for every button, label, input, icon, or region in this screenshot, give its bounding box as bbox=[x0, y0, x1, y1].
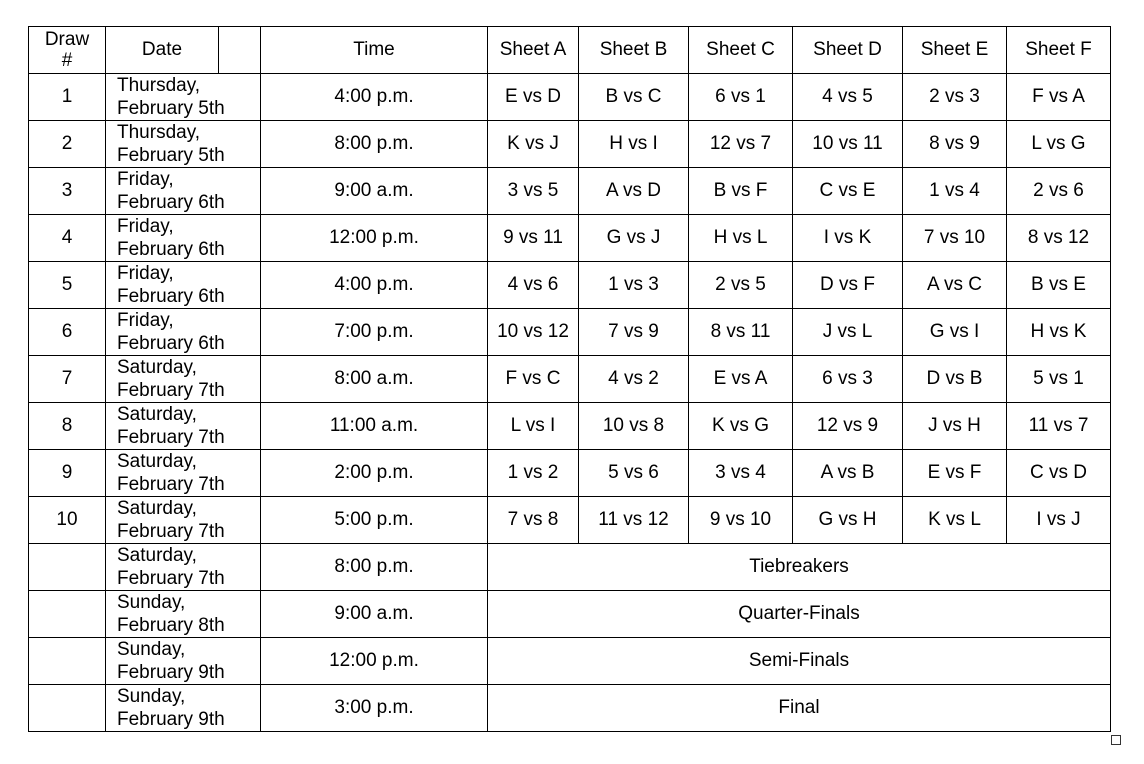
date-cell bbox=[106, 262, 261, 309]
header-time: Time bbox=[261, 27, 488, 74]
date-cell bbox=[106, 74, 261, 121]
date-day: Saturday, bbox=[117, 404, 197, 425]
date-cell bbox=[106, 309, 261, 356]
date-day: Friday, bbox=[117, 263, 174, 284]
game-sheet-c: E vs A bbox=[689, 356, 793, 403]
draw-number: 7 bbox=[29, 356, 106, 403]
date-day: Sunday, bbox=[117, 592, 186, 613]
game-sheet-d: D vs F bbox=[793, 262, 903, 309]
game-sheet-b: B vs C bbox=[579, 74, 689, 121]
draw-row bbox=[29, 309, 1111, 356]
game-sheet-a: 7 vs 8 bbox=[488, 497, 579, 544]
header-draw: Draw # bbox=[29, 27, 106, 74]
date-date: February 6th bbox=[117, 286, 225, 307]
game-sheet-c: H vs L bbox=[689, 215, 793, 262]
game-sheet-a: 4 vs 6 bbox=[488, 262, 579, 309]
game-sheet-d: 6 vs 3 bbox=[793, 356, 903, 403]
draw-row bbox=[29, 403, 1111, 450]
date-day: Friday, bbox=[117, 169, 174, 190]
date-date: February 5th bbox=[117, 98, 225, 119]
game-sheet-f: I vs J bbox=[1007, 497, 1111, 544]
game-sheet-a: F vs C bbox=[488, 356, 579, 403]
date-date: February 6th bbox=[117, 333, 225, 354]
game-sheet-a: 9 vs 11 bbox=[488, 215, 579, 262]
playoff-event: Final bbox=[488, 685, 1111, 732]
draw-row bbox=[29, 450, 1111, 497]
playoff-row bbox=[29, 685, 1111, 732]
date-day: Saturday, bbox=[117, 451, 197, 472]
game-sheet-f: B vs E bbox=[1007, 262, 1111, 309]
draw-number: 4 bbox=[29, 215, 106, 262]
playoff-row bbox=[29, 591, 1111, 638]
playoff-row bbox=[29, 544, 1111, 591]
header-sheet-e: Sheet E bbox=[903, 27, 1007, 74]
game-sheet-f: 2 vs 6 bbox=[1007, 168, 1111, 215]
playoff-event: Semi-Finals bbox=[488, 638, 1111, 685]
date-date: February 9th bbox=[117, 709, 225, 730]
playoff-row bbox=[29, 638, 1111, 685]
date-date: February 7th bbox=[117, 380, 225, 401]
date-day: Saturday, bbox=[117, 357, 197, 378]
game-sheet-e: A vs C bbox=[903, 262, 1007, 309]
game-sheet-b: 4 vs 2 bbox=[579, 356, 689, 403]
game-sheet-c: 6 vs 1 bbox=[689, 74, 793, 121]
header-sheet-d: Sheet D bbox=[793, 27, 903, 74]
draw-time: 4:00 p.m. bbox=[261, 262, 488, 309]
draw-number bbox=[29, 638, 106, 685]
game-sheet-b: 7 vs 9 bbox=[579, 309, 689, 356]
draw-time: 8:00 p.m. bbox=[261, 121, 488, 168]
draw-row bbox=[29, 215, 1111, 262]
draw-row bbox=[29, 356, 1111, 403]
playoff-event: Tiebreakers bbox=[488, 544, 1111, 591]
date-cell bbox=[106, 591, 261, 638]
game-sheet-b: 5 vs 6 bbox=[579, 450, 689, 497]
draw-time: 9:00 a.m. bbox=[261, 168, 488, 215]
draw-row bbox=[29, 121, 1111, 168]
game-sheet-d: 4 vs 5 bbox=[793, 74, 903, 121]
draw-number bbox=[29, 544, 106, 591]
draw-number: 3 bbox=[29, 168, 106, 215]
draw-row bbox=[29, 74, 1111, 121]
game-sheet-b: H vs I bbox=[579, 121, 689, 168]
date-date: February 9th bbox=[117, 662, 225, 683]
date-cell bbox=[106, 215, 261, 262]
date-cell bbox=[106, 638, 261, 685]
game-sheet-e: 8 vs 9 bbox=[903, 121, 1007, 168]
game-sheet-b: 10 vs 8 bbox=[579, 403, 689, 450]
header-sheet-a: Sheet A bbox=[488, 27, 579, 74]
game-sheet-f: L vs G bbox=[1007, 121, 1111, 168]
game-sheet-d: A vs B bbox=[793, 450, 903, 497]
date-day: Thursday, bbox=[117, 75, 201, 96]
date-cell bbox=[106, 450, 261, 497]
game-sheet-d: C vs E bbox=[793, 168, 903, 215]
date-date: February 5th bbox=[117, 145, 225, 166]
draw-time: 5:00 p.m. bbox=[261, 497, 488, 544]
game-sheet-e: J vs H bbox=[903, 403, 1007, 450]
game-sheet-e: 1 vs 4 bbox=[903, 168, 1007, 215]
draw-time: 9:00 a.m. bbox=[261, 591, 488, 638]
date-cell bbox=[106, 121, 261, 168]
draw-time: 12:00 p.m. bbox=[261, 638, 488, 685]
game-sheet-b: 1 vs 3 bbox=[579, 262, 689, 309]
date-date: February 7th bbox=[117, 568, 225, 589]
draw-number: 1 bbox=[29, 74, 106, 121]
game-sheet-a: E vs D bbox=[488, 74, 579, 121]
game-sheet-b: A vs D bbox=[579, 168, 689, 215]
draw-time: 4:00 p.m. bbox=[261, 74, 488, 121]
draw-number: 6 bbox=[29, 309, 106, 356]
date-cell bbox=[106, 403, 261, 450]
game-sheet-c: 2 vs 5 bbox=[689, 262, 793, 309]
date-day: Saturday, bbox=[117, 545, 197, 566]
draw-number: 5 bbox=[29, 262, 106, 309]
header-date: Date bbox=[106, 27, 219, 74]
draw-time: 3:00 p.m. bbox=[261, 685, 488, 732]
game-sheet-f: 11 vs 7 bbox=[1007, 403, 1111, 450]
draw-time: 2:00 p.m. bbox=[261, 450, 488, 497]
game-sheet-b: 11 vs 12 bbox=[579, 497, 689, 544]
header-row bbox=[29, 27, 1111, 74]
game-sheet-a: L vs I bbox=[488, 403, 579, 450]
draw-time: 8:00 p.m. bbox=[261, 544, 488, 591]
game-sheet-c: K vs G bbox=[689, 403, 793, 450]
game-sheet-f: F vs A bbox=[1007, 74, 1111, 121]
game-sheet-c: B vs F bbox=[689, 168, 793, 215]
playoff-event: Quarter-Finals bbox=[488, 591, 1111, 638]
table-resize-handle[interactable] bbox=[1111, 735, 1121, 745]
game-sheet-d: 12 vs 9 bbox=[793, 403, 903, 450]
date-day: Thursday, bbox=[117, 122, 201, 143]
date-day: Saturday, bbox=[117, 498, 197, 519]
game-sheet-e: 7 vs 10 bbox=[903, 215, 1007, 262]
date-cell bbox=[106, 685, 261, 732]
game-sheet-b: G vs J bbox=[579, 215, 689, 262]
draw-number bbox=[29, 685, 106, 732]
draw-row bbox=[29, 262, 1111, 309]
draw-time: 8:00 a.m. bbox=[261, 356, 488, 403]
game-sheet-c: 12 vs 7 bbox=[689, 121, 793, 168]
game-sheet-c: 8 vs 11 bbox=[689, 309, 793, 356]
draw-time: 12:00 p.m. bbox=[261, 215, 488, 262]
game-sheet-a: 1 vs 2 bbox=[488, 450, 579, 497]
header-sheet-c: Sheet C bbox=[689, 27, 793, 74]
game-sheet-e: E vs F bbox=[903, 450, 1007, 497]
date-day: Sunday, bbox=[117, 686, 186, 707]
game-sheet-e: 2 vs 3 bbox=[903, 74, 1007, 121]
game-sheet-d: G vs H bbox=[793, 497, 903, 544]
date-date: February 6th bbox=[117, 239, 225, 260]
date-date: February 7th bbox=[117, 474, 225, 495]
game-sheet-f: C vs D bbox=[1007, 450, 1111, 497]
draw-schedule-table bbox=[28, 26, 1111, 732]
game-sheet-e: K vs L bbox=[903, 497, 1007, 544]
game-sheet-c: 9 vs 10 bbox=[689, 497, 793, 544]
game-sheet-e: D vs B bbox=[903, 356, 1007, 403]
game-sheet-f: 5 vs 1 bbox=[1007, 356, 1111, 403]
draw-number: 9 bbox=[29, 450, 106, 497]
game-sheet-c: 3 vs 4 bbox=[689, 450, 793, 497]
date-cell bbox=[106, 356, 261, 403]
date-day: Friday, bbox=[117, 216, 174, 237]
game-sheet-a: 10 vs 12 bbox=[488, 309, 579, 356]
draw-time: 11:00 a.m. bbox=[261, 403, 488, 450]
draw-number bbox=[29, 591, 106, 638]
draw-number: 2 bbox=[29, 121, 106, 168]
game-sheet-d: J vs L bbox=[793, 309, 903, 356]
date-day: Sunday, bbox=[117, 639, 186, 660]
date-day: Friday, bbox=[117, 310, 174, 331]
header-sheet-b: Sheet B bbox=[579, 27, 689, 74]
game-sheet-d: 10 vs 11 bbox=[793, 121, 903, 168]
date-date: February 7th bbox=[117, 521, 225, 542]
date-cell bbox=[106, 497, 261, 544]
game-sheet-f: 8 vs 12 bbox=[1007, 215, 1111, 262]
header-sheet-f: Sheet F bbox=[1007, 27, 1111, 74]
draw-number: 10 bbox=[29, 497, 106, 544]
date-date: February 8th bbox=[117, 615, 225, 636]
date-cell bbox=[106, 168, 261, 215]
date-date: February 6th bbox=[117, 192, 225, 213]
game-sheet-a: 3 vs 5 bbox=[488, 168, 579, 215]
date-date: February 7th bbox=[117, 427, 225, 448]
draw-time: 7:00 p.m. bbox=[261, 309, 488, 356]
game-sheet-a: K vs J bbox=[488, 121, 579, 168]
game-sheet-f: H vs K bbox=[1007, 309, 1111, 356]
draw-number: 8 bbox=[29, 403, 106, 450]
draw-row bbox=[29, 497, 1111, 544]
game-sheet-e: G vs I bbox=[903, 309, 1007, 356]
date-cell bbox=[106, 544, 261, 591]
header-blank bbox=[219, 27, 261, 74]
game-sheet-d: I vs K bbox=[793, 215, 903, 262]
draw-row bbox=[29, 168, 1111, 215]
